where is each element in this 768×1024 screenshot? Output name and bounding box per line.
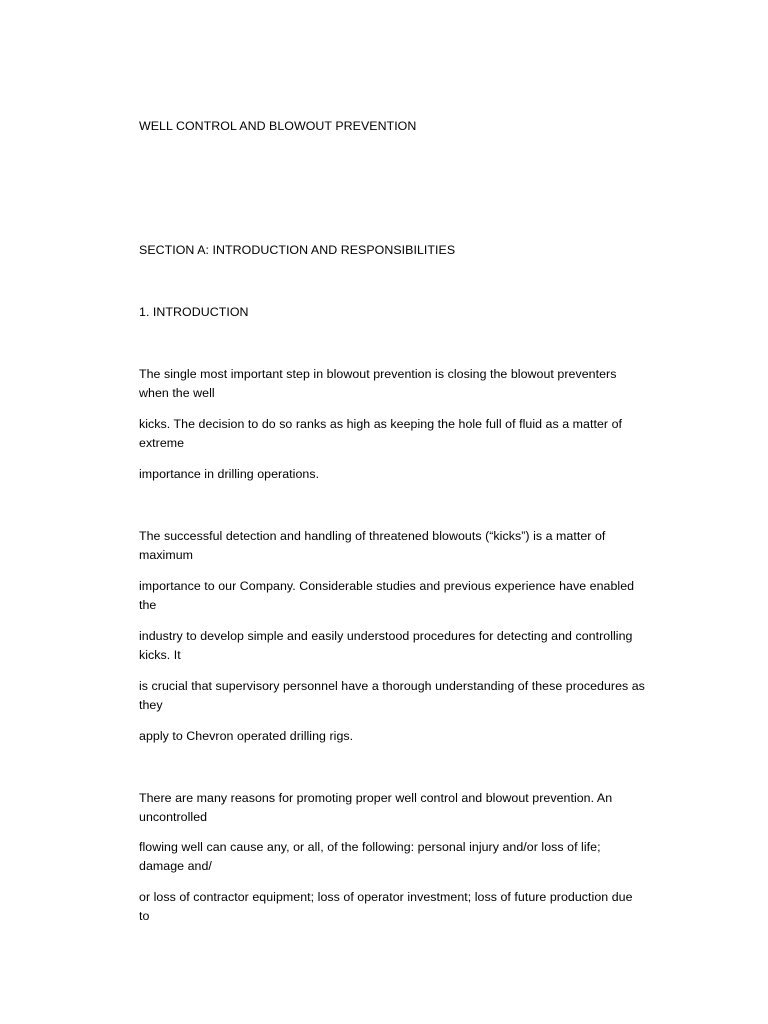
subsection-heading: 1. INTRODUCTION bbox=[139, 305, 249, 319]
paragraph-3-line-1: There are many reasons for promoting proper well control and blowout prevention. An bbox=[139, 791, 613, 805]
paragraph-2-line-1: The successful detection and handling of threatened blowouts (“kicks”) is a matter of bbox=[139, 529, 606, 543]
section-heading: SECTION A: INTRODUCTION AND RESPONSIBILITIES bbox=[139, 243, 456, 257]
paragraph-1-line-2: when the well bbox=[139, 386, 215, 400]
document-title: WELL CONTROL AND BLOWOUT PREVENTION bbox=[139, 119, 417, 133]
paragraph-3-line-2: uncontrolled bbox=[139, 810, 208, 824]
paragraph-1-line-5: importance in drilling operations. bbox=[139, 467, 320, 481]
paragraph-2-line-4: the bbox=[139, 598, 157, 612]
paragraph-2-line-2: maximum bbox=[139, 548, 194, 562]
paragraph-1-line-1: The single most important step in blowout prevention is closing the blowout preventers bbox=[139, 367, 617, 381]
paragraph-1-line-4: extreme bbox=[139, 436, 185, 450]
paragraph-3-line-6: to bbox=[139, 909, 150, 923]
paragraph-3-line-4: damage and/ bbox=[139, 859, 212, 873]
paragraph-1-line-3: kicks. The decision to do so ranks as high as keeping the hole full of fluid as a matter of bbox=[139, 417, 623, 431]
paragraph-3-line-3: flowing well can cause any, or all, of the following: personal injury and/or loss of life; bbox=[139, 840, 601, 854]
paragraph-2-line-3: importance to our Company. Considerable studies and previous experience have enabled bbox=[139, 579, 635, 593]
paragraph-2-line-9: apply to Chevron operated drilling rigs. bbox=[139, 729, 354, 743]
paragraph-2-line-5: industry to develop simple and easily understood procedures for detecting and controlling bbox=[139, 629, 633, 643]
paragraph-2-line-8: they bbox=[139, 698, 163, 712]
paragraph-2-line-7: is crucial that supervisory personnel have a thorough understanding of these procedures as bbox=[139, 679, 645, 693]
paragraph-3-line-5: or loss of contractor equipment; loss of operator investment; loss of future production due bbox=[139, 890, 633, 904]
paragraph-2-line-6: kicks. It bbox=[139, 648, 181, 662]
